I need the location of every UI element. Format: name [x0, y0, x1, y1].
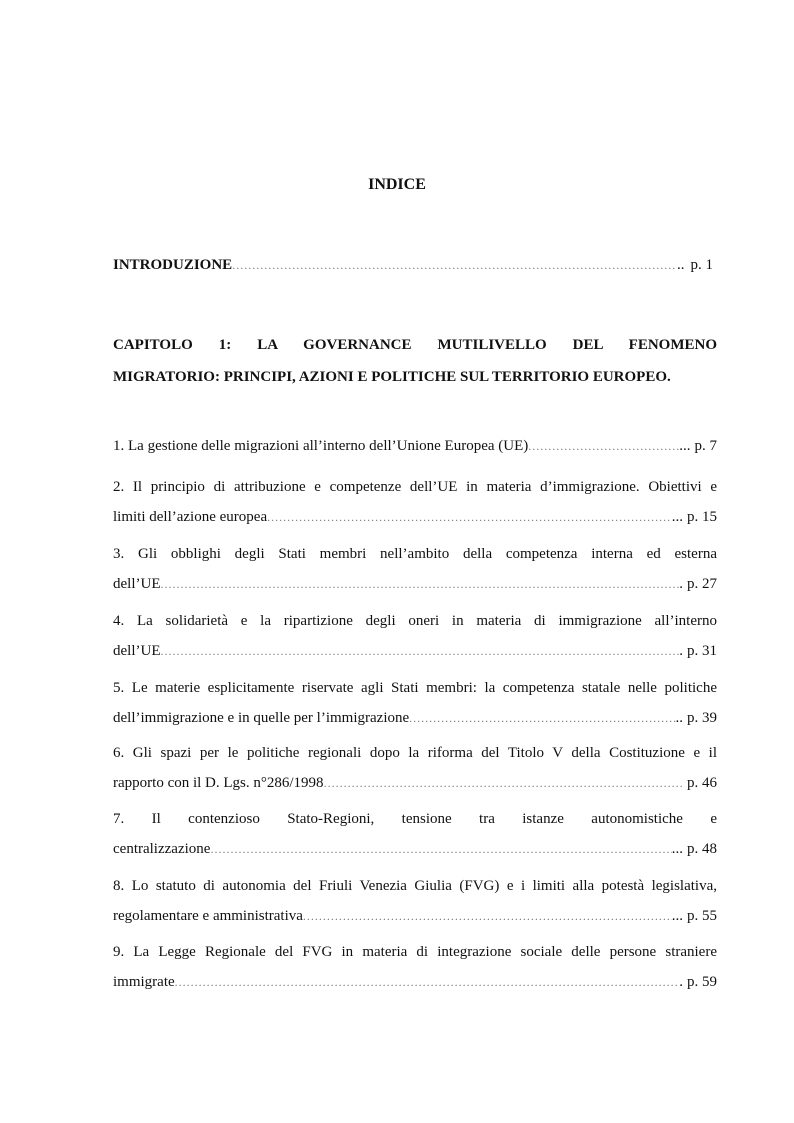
toc-entry-title: 6. Gli spazi per le politiche regionali dopo la riforma del Titolo V della Costituzione e il: [113, 745, 717, 761]
dot-leader: [232, 258, 677, 273]
toc-entry-title-continued: dell’UE: [113, 576, 161, 592]
toc-entry-page: p. 31: [687, 643, 717, 659]
toc-entry-title: 8. Lo statuto di autonomia del Friuli Venezia Giulia (FVG) e i limiti alla potestà legislativa,: [113, 878, 717, 894]
toc-entry-title-continued: centralizzazione: [113, 841, 211, 857]
dot-leader: [409, 703, 675, 733]
dot-leader: [175, 967, 680, 997]
toc-entry-page: p. 7: [694, 438, 717, 454]
toc-entry-dots: .: [679, 643, 683, 659]
toc-entry-page: p. 39: [687, 710, 717, 726]
page-title: INDICE: [368, 176, 426, 193]
dot-leader: [324, 768, 683, 798]
toc-entry-title-continued: limiti dell’azione europea: [113, 509, 268, 525]
toc-entry-6[interactable]: [113, 738, 717, 798]
toc-entry-page: p. 27: [687, 576, 717, 592]
dot-leader: [303, 901, 672, 931]
toc-entry-2[interactable]: [113, 472, 717, 532]
toc-entry-title-continued: regolamentare e amministrativa: [113, 908, 303, 924]
toc-entry-title: 9. La Legge Regionale del FVG in materia di integrazione sociale delle persone straniere: [113, 944, 717, 960]
toc-entry-title: 7. Il contenzioso Stato-Regioni, tensione tra istanze autonomistiche e: [113, 811, 717, 827]
toc-entry-page: p. 59: [687, 974, 717, 990]
chapter-heading-line-1: CAPITOLO 1: LA GOVERNANCE MUTILIVELLO DEL FENOMENO: [113, 337, 717, 353]
toc-entry-1[interactable]: [113, 434, 717, 458]
toc-entry-dots: ...: [671, 908, 683, 924]
introduction-page: p. 1: [690, 257, 713, 273]
chapter-heading-line-2: MIGRATORIO: PRINCIPI, AZIONI E POLITICHE SUL TERRITORIO EUROPEO.: [113, 369, 671, 385]
dot-leader: [528, 434, 679, 458]
toc-entry-dots: ...: [671, 509, 683, 525]
toc-entry-title: 3. Gli obblighi degli Stati membri nell’ambito della competenza interna ed esterna: [113, 546, 717, 562]
toc-entry-page: p. 15: [687, 509, 717, 525]
toc-entry-dots: ...: [679, 438, 691, 454]
toc-introduction[interactable]: [113, 257, 713, 274]
toc-entry-9[interactable]: [113, 937, 717, 997]
introduction-dots: ..: [677, 257, 685, 273]
toc-entry-4[interactable]: [113, 606, 717, 666]
toc-entry-title: 1. La gestione delle migrazioni all’interno dell’Unione Europea (UE): [113, 438, 529, 454]
toc-entry-3[interactable]: [113, 539, 717, 599]
toc-entry-title-continued: dell’immigrazione e in quelle per l’immigrazione: [113, 710, 410, 726]
toc-entry-title-continued: dell’UE: [113, 643, 161, 659]
toc-entry-title: 4. La solidarietà e la ripartizione degli oneri in materia di immigrazione all’interno: [113, 613, 717, 629]
toc-entry-title-continued: rapporto con il D. Lgs. n°286/1998: [113, 775, 324, 791]
toc-entry-dots: ..: [675, 710, 683, 726]
toc-entry-dots: ...: [671, 841, 683, 857]
toc-entry-title: 5. Le materie esplicitamente riservate agli Stati membri: la competenza statale nelle politiche: [113, 680, 717, 696]
toc-entry-page: p. 55: [687, 908, 717, 924]
toc-entry-page: p. 46: [687, 775, 717, 791]
dot-leader: [160, 636, 679, 666]
dot-leader: [267, 502, 672, 532]
toc-entry-dots: .: [679, 576, 683, 592]
chapter-heading: [113, 329, 717, 393]
toc-entry-page: p. 48: [687, 841, 717, 857]
toc-entry-title: 2. Il principio di attribuzione e competenze dell’UE in materia d’immigrazione. Obiettivi e: [113, 479, 717, 495]
toc-entry-5[interactable]: [113, 673, 717, 733]
toc-entry-dots: .: [679, 974, 683, 990]
toc-entry-7[interactable]: [113, 804, 717, 864]
toc-entry-8[interactable]: [113, 871, 717, 931]
toc-entry-title-continued: immigrate: [113, 974, 175, 990]
introduction-label: INTRODUZIONE: [113, 257, 233, 273]
dot-leader: [210, 834, 671, 864]
dot-leader: [160, 569, 679, 599]
